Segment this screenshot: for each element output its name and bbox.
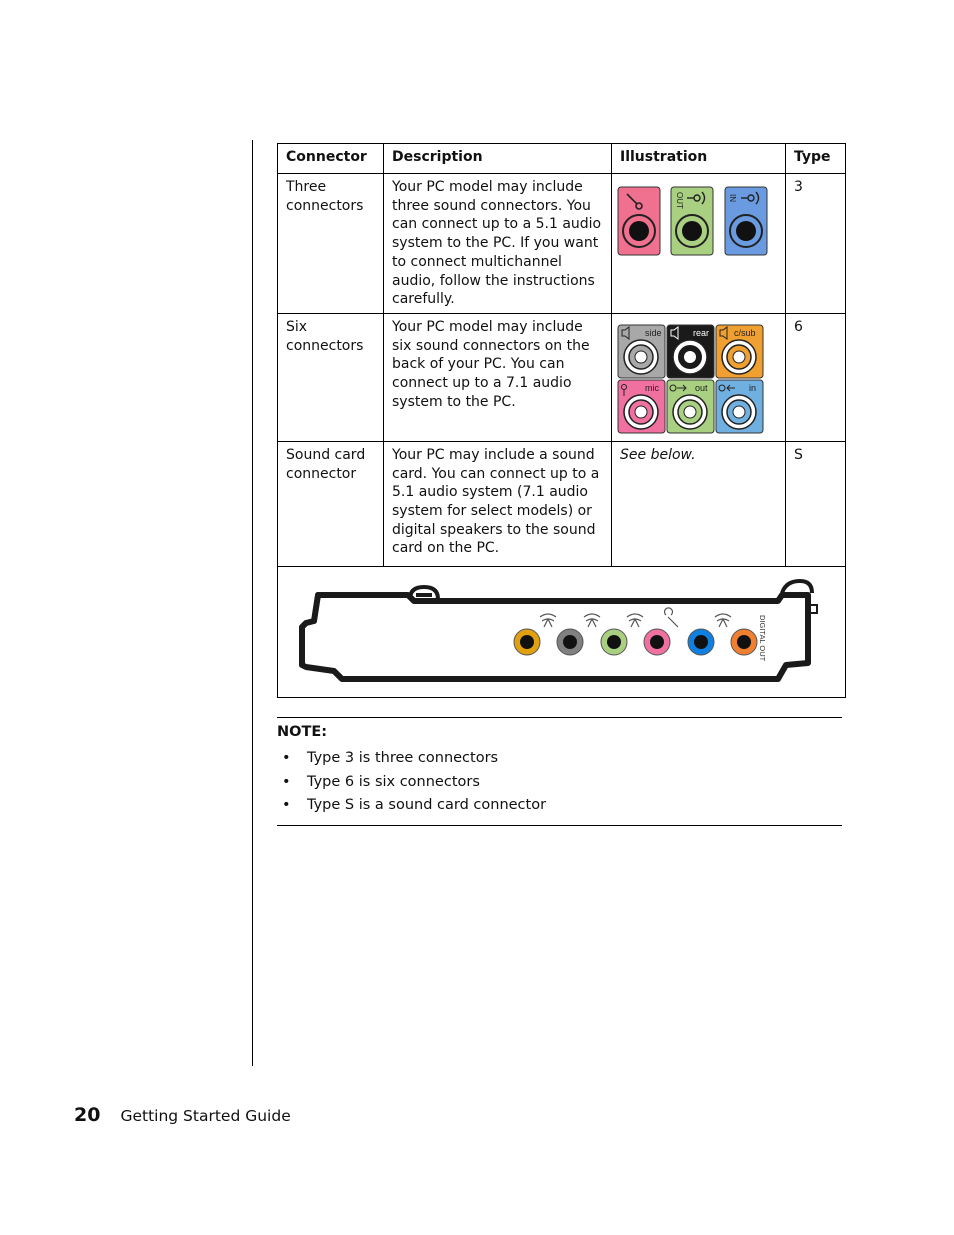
illustration-cell <box>612 174 786 314</box>
six-jack-illustration <box>617 324 777 434</box>
mic-jack <box>618 187 660 255</box>
note-box <box>277 717 842 826</box>
rear-label: rear <box>693 327 710 338</box>
table-row <box>278 313 846 441</box>
type-cell: 3 <box>786 174 846 314</box>
soundcard-jack <box>731 629 757 655</box>
header-connector: Connector <box>278 144 384 174</box>
soundcard-jack <box>688 629 714 655</box>
header-illustration: Illustration <box>612 144 786 174</box>
connector-cell: Sound card connector <box>278 441 384 566</box>
soundcard-jacks <box>514 629 757 655</box>
page-number: 20 <box>74 1104 101 1126</box>
note-list <box>277 748 842 819</box>
table-header-row <box>278 144 846 174</box>
side-label: side <box>645 327 662 338</box>
note-item-text: Type 6 is six connectors <box>307 773 480 790</box>
note-item-text: Type S is a sound card connector <box>307 797 547 813</box>
description-cell: Your PC may include a sound card. You can connect up to a 5.1 audio system (7.1 audio system for select models) or digital speakers to the sound card on the PC. <box>384 441 612 566</box>
soundcard-jack <box>514 629 540 655</box>
mic-jack <box>618 380 665 433</box>
out-label: out <box>695 382 708 393</box>
rear-jack <box>667 325 714 378</box>
bracket-tabs <box>410 581 817 613</box>
soundcard-illustration <box>278 567 844 691</box>
table-row <box>278 441 846 566</box>
table-row <box>278 566 846 697</box>
note-title: NOTE: <box>277 724 328 740</box>
connector-cell: Six connectors <box>278 313 384 441</box>
soundcard-cell <box>278 566 846 697</box>
bullet: • <box>282 773 291 790</box>
margin-rule <box>252 140 253 1066</box>
out-label: OUT <box>675 192 684 209</box>
soundcard-jack <box>557 629 583 655</box>
connector-table <box>277 143 846 698</box>
note-item-text: Type 3 is three connectors <box>307 750 499 766</box>
bullet: • <box>282 797 291 813</box>
in-jack <box>725 187 767 255</box>
description-cell: Your PC model may include six sound connectors on the back of your PC. You can connect up to a 7.1 audio system to the PC. <box>384 313 612 441</box>
connector-cell: Three connectors <box>278 174 384 314</box>
list-item <box>277 748 842 772</box>
soundcard-jack <box>644 629 670 655</box>
out-jack <box>671 187 713 255</box>
antenna-icons <box>540 608 731 627</box>
illustration-cell <box>612 313 786 441</box>
soundcard-jack <box>601 629 627 655</box>
type-cell: S <box>786 441 846 566</box>
bullet: • <box>282 750 291 766</box>
illustration-cell: See below. <box>612 441 786 566</box>
digital-out-label: DIGITAL OUT <box>758 614 767 662</box>
list-item <box>277 795 842 819</box>
header-type: Type <box>786 144 846 174</box>
page-footer <box>74 1104 291 1126</box>
csub-label: c/sub <box>734 327 756 338</box>
footer-title: Getting Started Guide <box>120 1107 291 1125</box>
in-label: IN <box>728 194 737 202</box>
list-item <box>277 772 842 796</box>
out-jack <box>667 380 714 433</box>
in-label: in <box>749 382 757 393</box>
side-jack <box>618 325 665 378</box>
mic-label: mic <box>645 382 659 393</box>
type-cell: 6 <box>786 313 846 441</box>
header-description: Description <box>384 144 612 174</box>
in-jack <box>716 380 763 433</box>
table-row <box>278 174 846 314</box>
csub-jack <box>716 325 763 378</box>
description-cell: Your PC model may include three sound connectors. You can connect up to a 5.1 audio system to the PC. If you want to connect multichannel audio, follow the instructions carefully. <box>384 174 612 314</box>
three-jack-illustration <box>617 186 777 258</box>
